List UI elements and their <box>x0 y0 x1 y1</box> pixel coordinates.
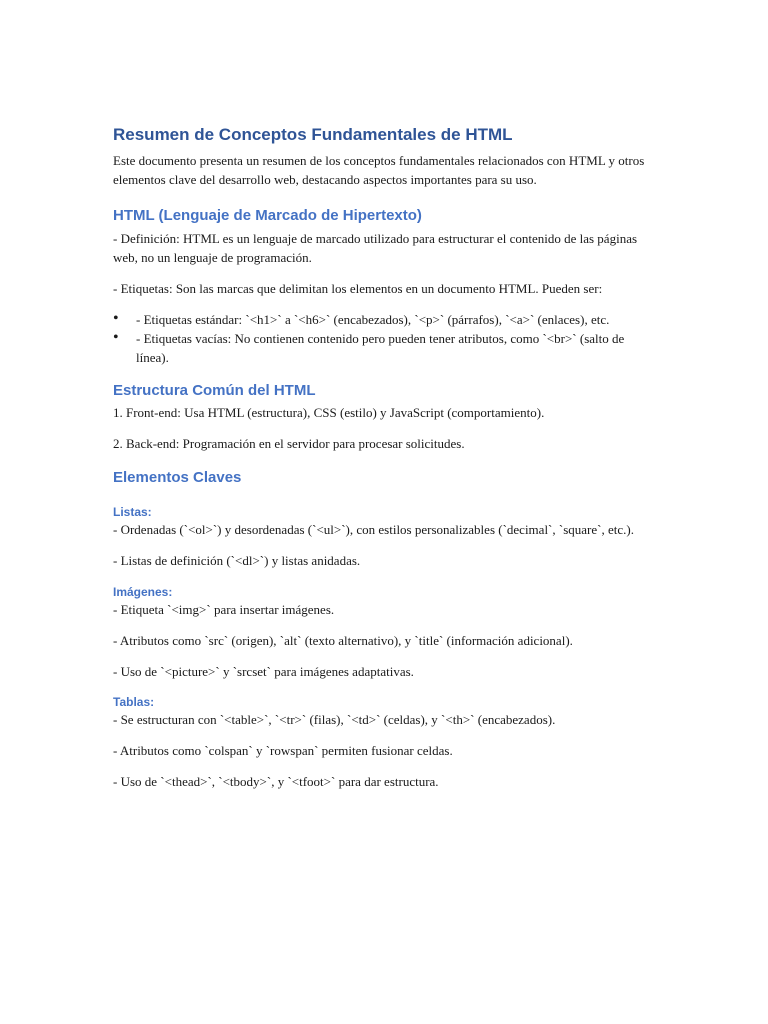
section-heading-structure: Estructura Común del HTML <box>113 382 316 399</box>
bullet-icon: • <box>113 310 119 327</box>
list-item-text: - Etiquetas vacías: No contienen contenido pero pueden tener atributos, como `<br>` (salto de línea). <box>136 331 625 365</box>
tags-bullet-list <box>113 310 658 367</box>
lists-item: - Ordenadas (`<ol>`) y desordenadas (`<ul>`), con estilos personalizables (`decimal`, `square`, etc.). <box>113 522 634 537</box>
document-body <box>113 124 658 791</box>
images-item: - Uso de `<picture>` y `srcset` para imágenes adaptativas. <box>113 664 414 679</box>
structure-item-frontend: 1. Front-end: Usa HTML (estructura), CSS (estilo) y JavaScript (comportamiento). <box>113 405 545 420</box>
intro-paragraph: Este documento presenta un resumen de los conceptos fundamentales relacionados con HTML y otros elementos clave del desarrollo web, destacando aspectos importantes para su uso. <box>113 153 645 187</box>
list-item-text: - Etiquetas estándar: `<h1>` a `<h6>` (encabezados), `<p>` (párrafos), `<a>` (enlaces), etc. <box>136 312 610 327</box>
list-item <box>113 310 658 329</box>
section-heading-html: HTML (Lenguaje de Marcado de Hipertexto) <box>113 207 422 224</box>
tables-item: - Se estructuran con `<table>`, `<tr>` (filas), `<td>` (celdas), y `<th>` (encabezados). <box>113 712 556 727</box>
document-title: Resumen de Conceptos Fundamentales de HTML <box>113 125 513 144</box>
list-item <box>113 329 658 367</box>
tables-item: - Atributos como `colspan` y `rowspan` permiten fusionar celdas. <box>113 743 453 758</box>
subheading-tables: Tablas: <box>113 695 155 709</box>
section-heading-elements: Elementos Claves <box>113 469 242 486</box>
lists-item: - Listas de definición (`<dl>`) y listas anidadas. <box>113 553 361 568</box>
images-item: - Etiqueta `<img>` para insertar imágenes. <box>113 602 335 617</box>
tables-item: - Uso de `<thead>`, `<tbody>`, y `<tfoot>` para dar estructura. <box>113 774 439 789</box>
subheading-lists: Listas: <box>113 505 152 519</box>
images-item: - Atributos como `src` (origen), `alt` (texto alternativo), y `title` (información adicional). <box>113 633 573 648</box>
bullet-icon: • <box>113 329 119 346</box>
html-tags-intro: - Etiquetas: Son las marcas que delimitan los elementos en un documento HTML. Pueden ser: <box>113 281 603 296</box>
html-definition: - Definición: HTML es un lenguaje de marcado utilizado para estructurar el contenido de las páginas web, no un lenguaje de programación. <box>113 231 638 265</box>
structure-item-backend: 2. Back-end: Programación en el servidor para procesar solicitudes. <box>113 436 465 451</box>
subheading-images: Imágenes: <box>113 585 173 599</box>
